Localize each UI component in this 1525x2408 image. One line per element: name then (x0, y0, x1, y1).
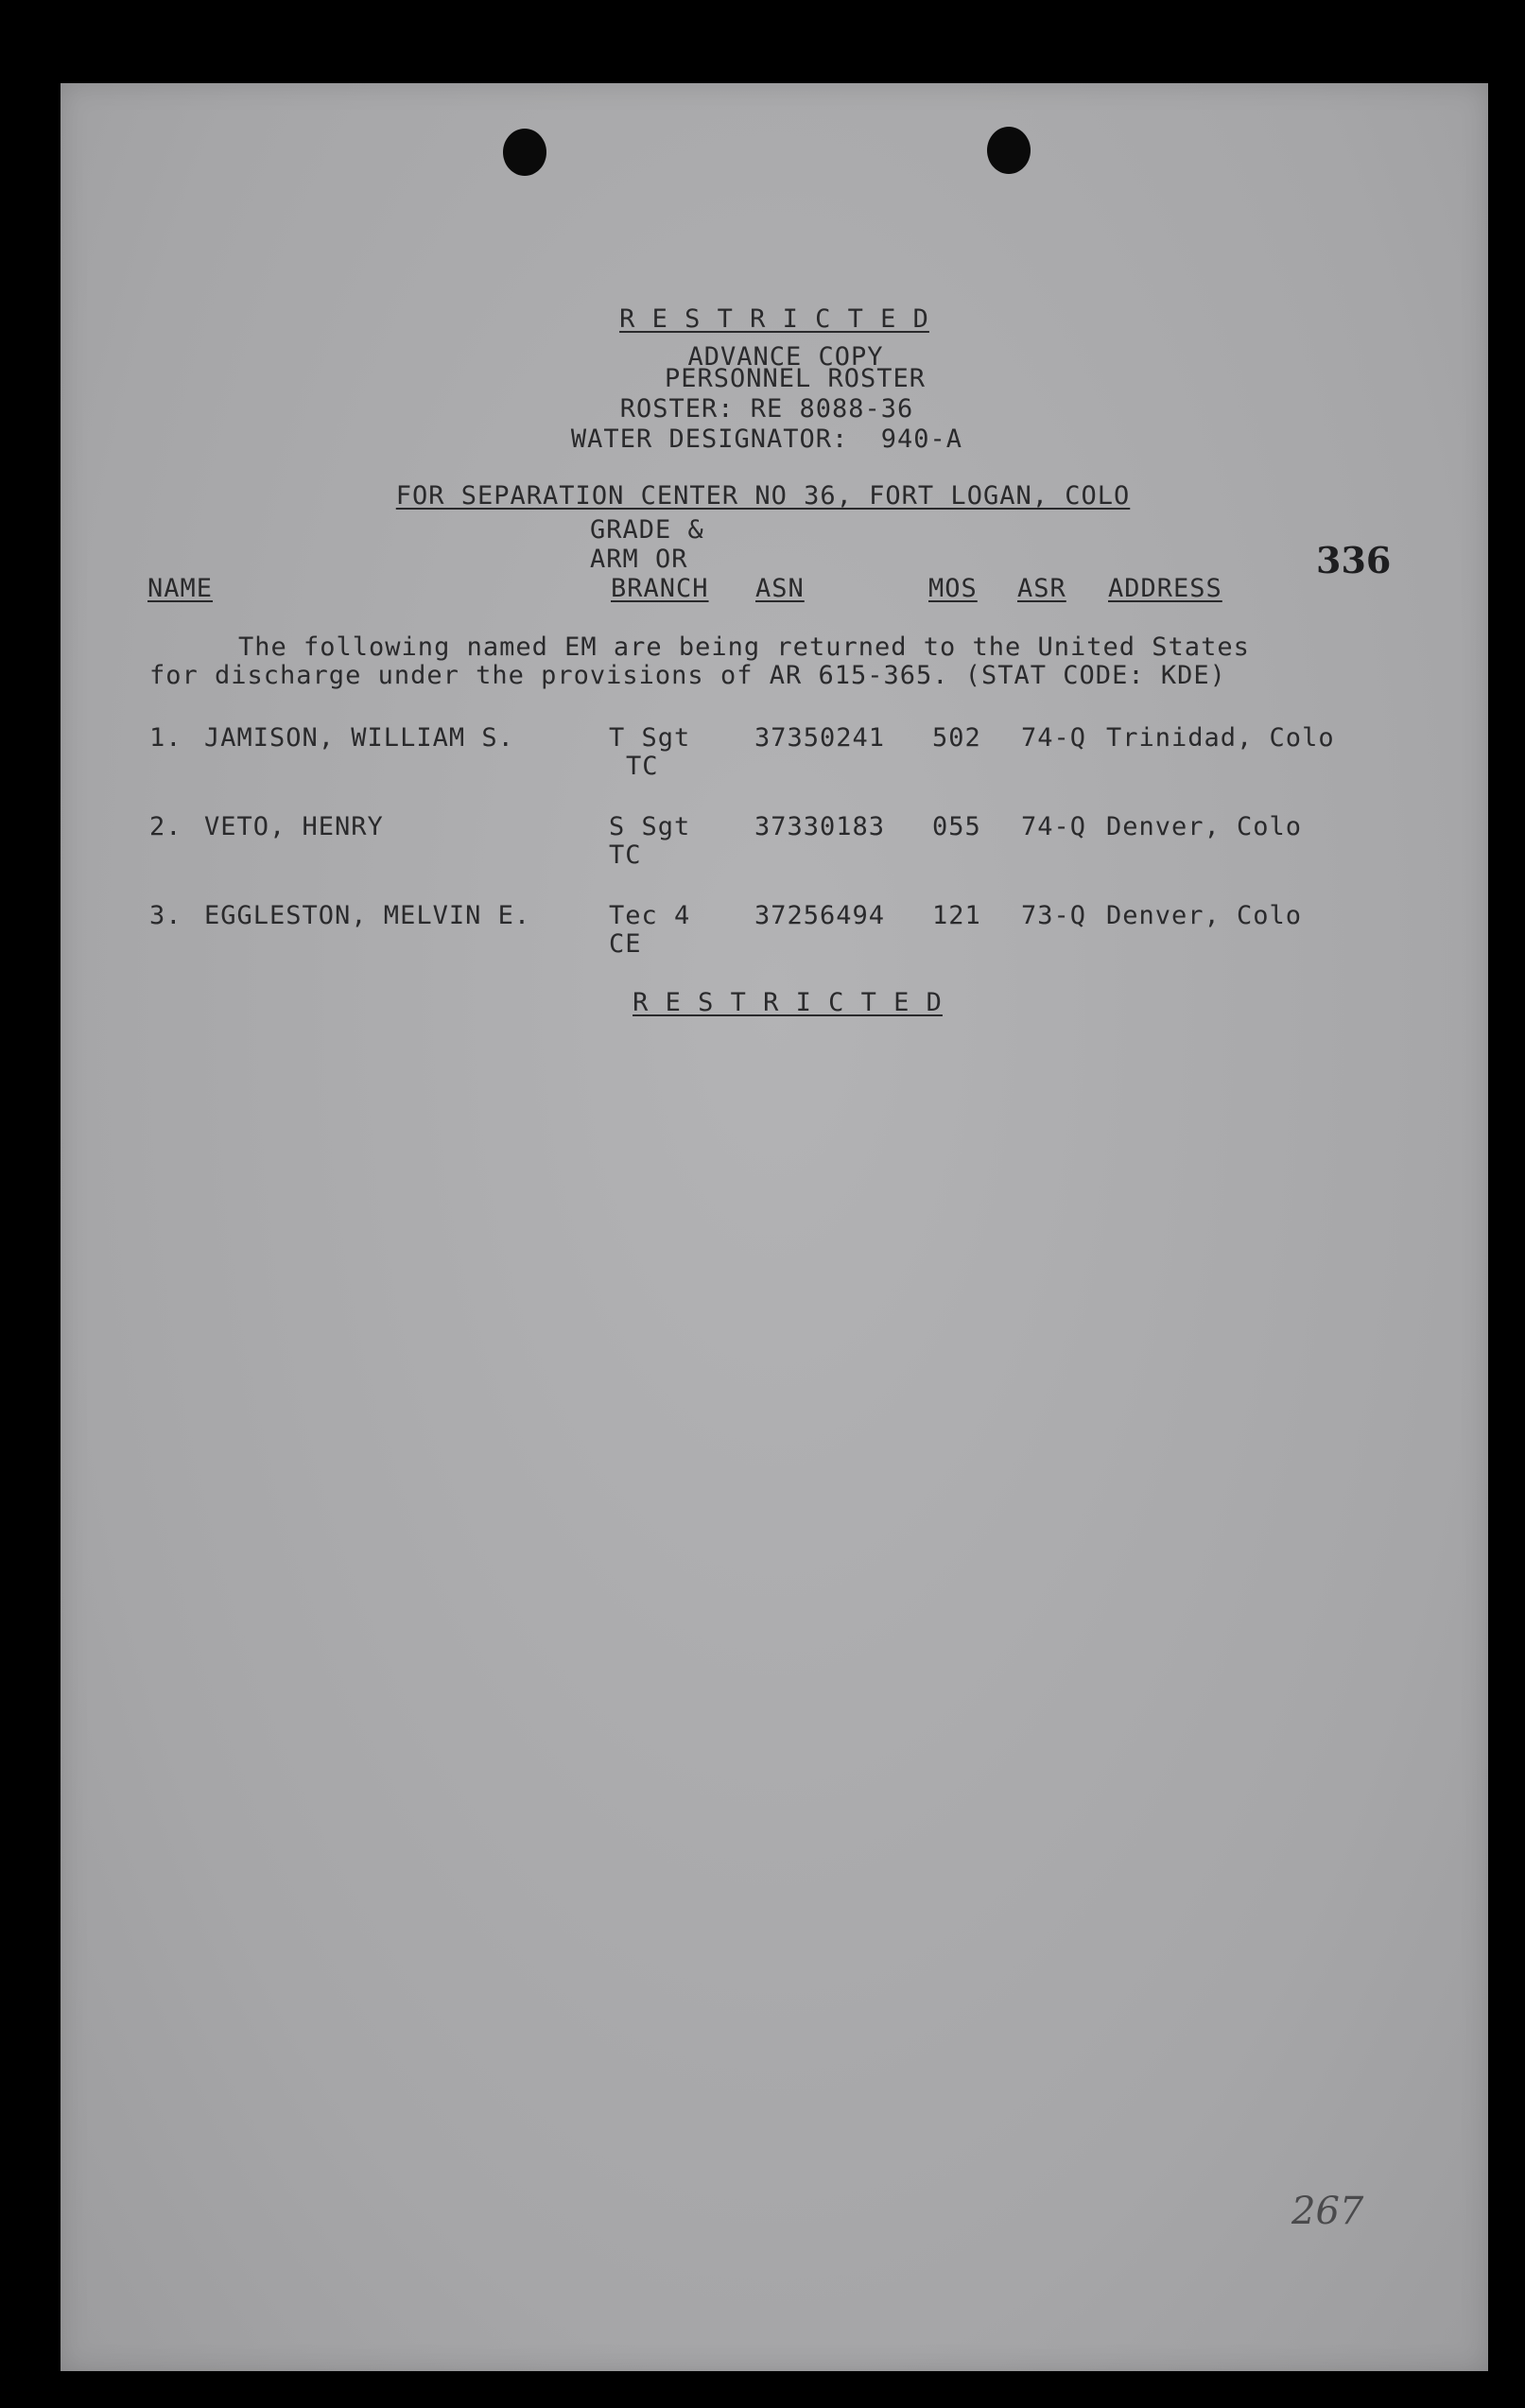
col-grade-line2: ARM OR (590, 545, 688, 574)
intro-line-1: The following named EM are being returned to the United States (238, 632, 1250, 662)
entry-asn: 37256494 (754, 901, 886, 930)
punch-hole-left (503, 129, 546, 176)
handwritten-number: 267 (1291, 2190, 1364, 2233)
col-asn-header: ASN (755, 574, 805, 603)
entry-mos: 121 (932, 901, 981, 930)
entry-asn: 37350241 (754, 723, 886, 753)
entry-asr: 73-Q (1021, 901, 1087, 930)
separation-center: FOR SEPARATION CENTER NO 36, FORT LOGAN, COLO (395, 481, 1131, 511)
entry-mos: 502 (932, 723, 981, 753)
entry-address: Denver, Colo (1106, 901, 1303, 930)
roster-number: ROSTER: RE 8088-36 (619, 394, 914, 424)
entry-grade: S Sgt (609, 812, 691, 841)
entry-name: VETO, HENRY (204, 812, 384, 841)
entry-number: 3. (149, 901, 182, 930)
col-asr-header: ASR (1017, 574, 1066, 603)
entry-name: JAMISON, WILLIAM S. (204, 723, 514, 753)
col-address-header: ADDRESS (1108, 574, 1222, 603)
roster-type: PERSONNEL ROSTER (664, 364, 927, 393)
document-page (61, 83, 1488, 2371)
entry-branch: CE (609, 929, 642, 959)
page-number: 336 (1316, 539, 1392, 581)
entry-grade: Tec 4 (609, 901, 691, 930)
entry-address: Trinidad, Colo (1106, 723, 1335, 753)
punch-hole-right (987, 127, 1031, 174)
entry-number: 1. (149, 723, 182, 753)
entry-asn: 37330183 (754, 812, 886, 841)
advance-copy: ADVANCE COPY (687, 342, 884, 372)
entry-address: Denver, Colo (1106, 812, 1303, 841)
entry-asr: 74-Q (1021, 723, 1087, 753)
col-grade-line1: GRADE & (590, 515, 704, 545)
classification-footer: R E S T R I C T E D (633, 988, 943, 1017)
entry-branch: TC (609, 840, 642, 870)
classification-header: R E S T R I C T E D (619, 304, 929, 334)
entry-number: 2. (149, 812, 182, 841)
col-grade-line3: BRANCH (611, 574, 709, 603)
col-name-header: NAME (147, 574, 214, 603)
entry-branch: TC (626, 752, 659, 781)
entry-asr: 74-Q (1021, 812, 1087, 841)
col-mos-header: MOS (928, 574, 978, 603)
water-designator: WATER DESIGNATOR: 940-A (570, 424, 963, 454)
intro-line-2: for discharge under the provisions of AR 615-365. (STAT CODE: KDE) (149, 661, 1226, 690)
entry-mos: 055 (932, 812, 981, 841)
entry-grade: T Sgt (609, 723, 691, 753)
entry-name: EGGLESTON, MELVIN E. (204, 901, 531, 930)
